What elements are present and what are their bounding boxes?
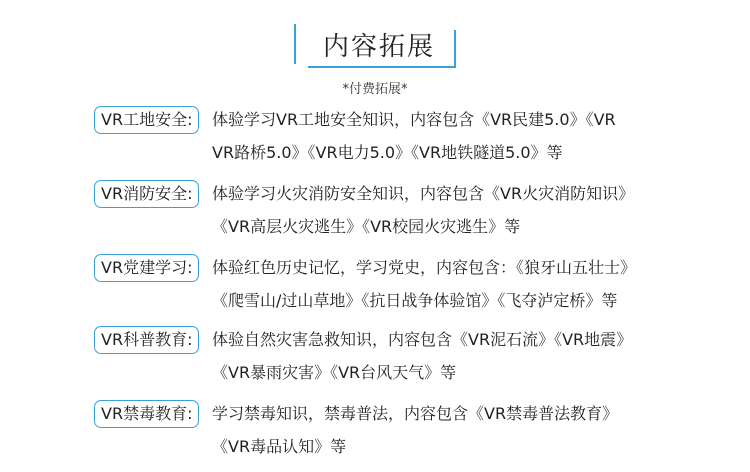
item-description-line-1: 体验红色历史记忆，学习党史，内容包含：《狼牙山五壮士》: [212, 258, 637, 277]
item-description-line-2: 《VR高层火灾逃生》《VR校园火灾逃生》等: [212, 217, 521, 236]
item-label-badge: VR工地安全:: [94, 106, 199, 134]
page-subtitle: *付费拓展*: [342, 82, 408, 97]
title-frame-bottom-bar: [308, 66, 454, 68]
item-label-badge: VR党建学习:: [94, 254, 199, 282]
title-frame-right-bar: [454, 30, 456, 68]
item-description-line-2: 《VR暴雨灾害》《VR台风天气》等: [212, 363, 457, 382]
title-frame-left-bar: [294, 24, 296, 64]
item-description-line-1: 体验自然灾害急救知识，内容包含《VR泥石流》《VR地震》: [212, 330, 633, 349]
item-label-badge: VR科普教育:: [94, 326, 199, 354]
title-frame: [294, 22, 456, 68]
item-description-line-1: 学习禁毒知识，禁毒普法，内容包含《VR禁毒普法教育》: [212, 404, 619, 423]
item-description-line-2: 《爬雪山/过山草地》《抗日战争体验馆》《飞夺泸定桥》等: [212, 291, 618, 310]
item-description-line-2: 《VR毒品认知》等: [212, 437, 347, 456]
item-label-badge: VR消防安全:: [94, 180, 199, 208]
item-description-line-2: VR路桥5.0》《VR电力5.0》《VR地铁隧道5.0》等: [212, 143, 563, 162]
item-description-line-1: 体验学习VR工地安全知识，内容包含《VR民建5.0》《VR: [212, 110, 616, 129]
item-description-line-1: 体验学习火灾消防安全知识，内容包含《VR火灾消防知识》: [212, 184, 635, 203]
page-title: 内容拓展: [322, 32, 435, 62]
item-label-badge: VR禁毒教育:: [94, 400, 199, 428]
